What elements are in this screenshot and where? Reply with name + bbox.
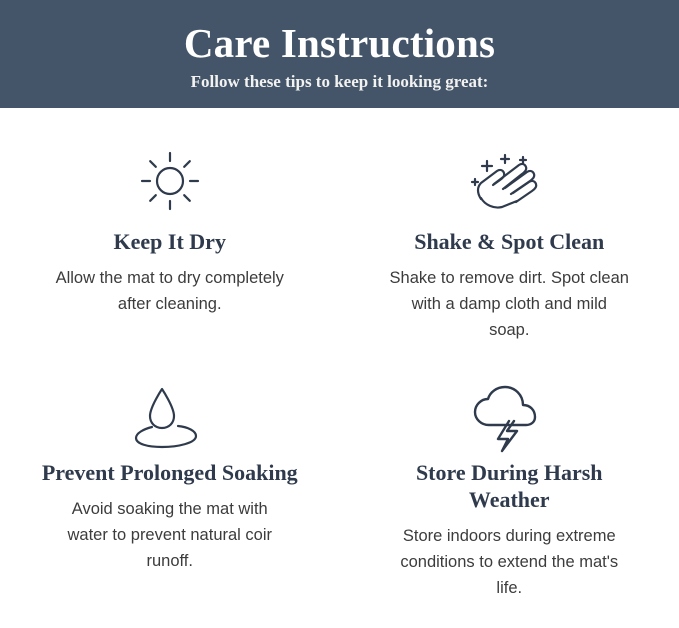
tip-body: Shake to remove dirt. Spot clean with a damp cloth and mild soap. [389, 269, 629, 339]
tip-title: Prevent Prolonged Soaking [41, 460, 298, 485]
storm-cloud-lightning-icon [465, 379, 553, 455]
tip-card-shake-and-spot-clean [340, 130, 679, 343]
tip-title: Store During Harsh Weather [415, 460, 603, 512]
tip-body: Allow the mat to dry completely after cleaning. [55, 269, 284, 313]
tips-grid [0, 108, 679, 343]
water-droplet-puddle-icon [122, 379, 218, 455]
tips-grid-row-2 [0, 343, 679, 601]
tip-title: Shake & Spot Clean [414, 229, 605, 254]
tip-card-prevent-prolonged-soaking [0, 365, 340, 601]
tip-card-store-during-harsh-weather [340, 365, 679, 601]
tip-body: Store indoors during extreme conditions to extend the mat's life. [400, 527, 619, 597]
page-title: Care Instructions [183, 20, 496, 66]
tip-card-keep-it-dry [0, 130, 340, 343]
page-header [0, 0, 679, 108]
page-subtitle: Follow these tips to keep it looking great: [190, 72, 489, 91]
tip-title: Keep It Dry [113, 229, 226, 254]
hand-wiping-sparkle-icon [461, 138, 557, 224]
sun-icon [130, 138, 210, 224]
tip-body: Avoid soaking the mat with water to prevent natural coir runoff. [67, 500, 273, 570]
